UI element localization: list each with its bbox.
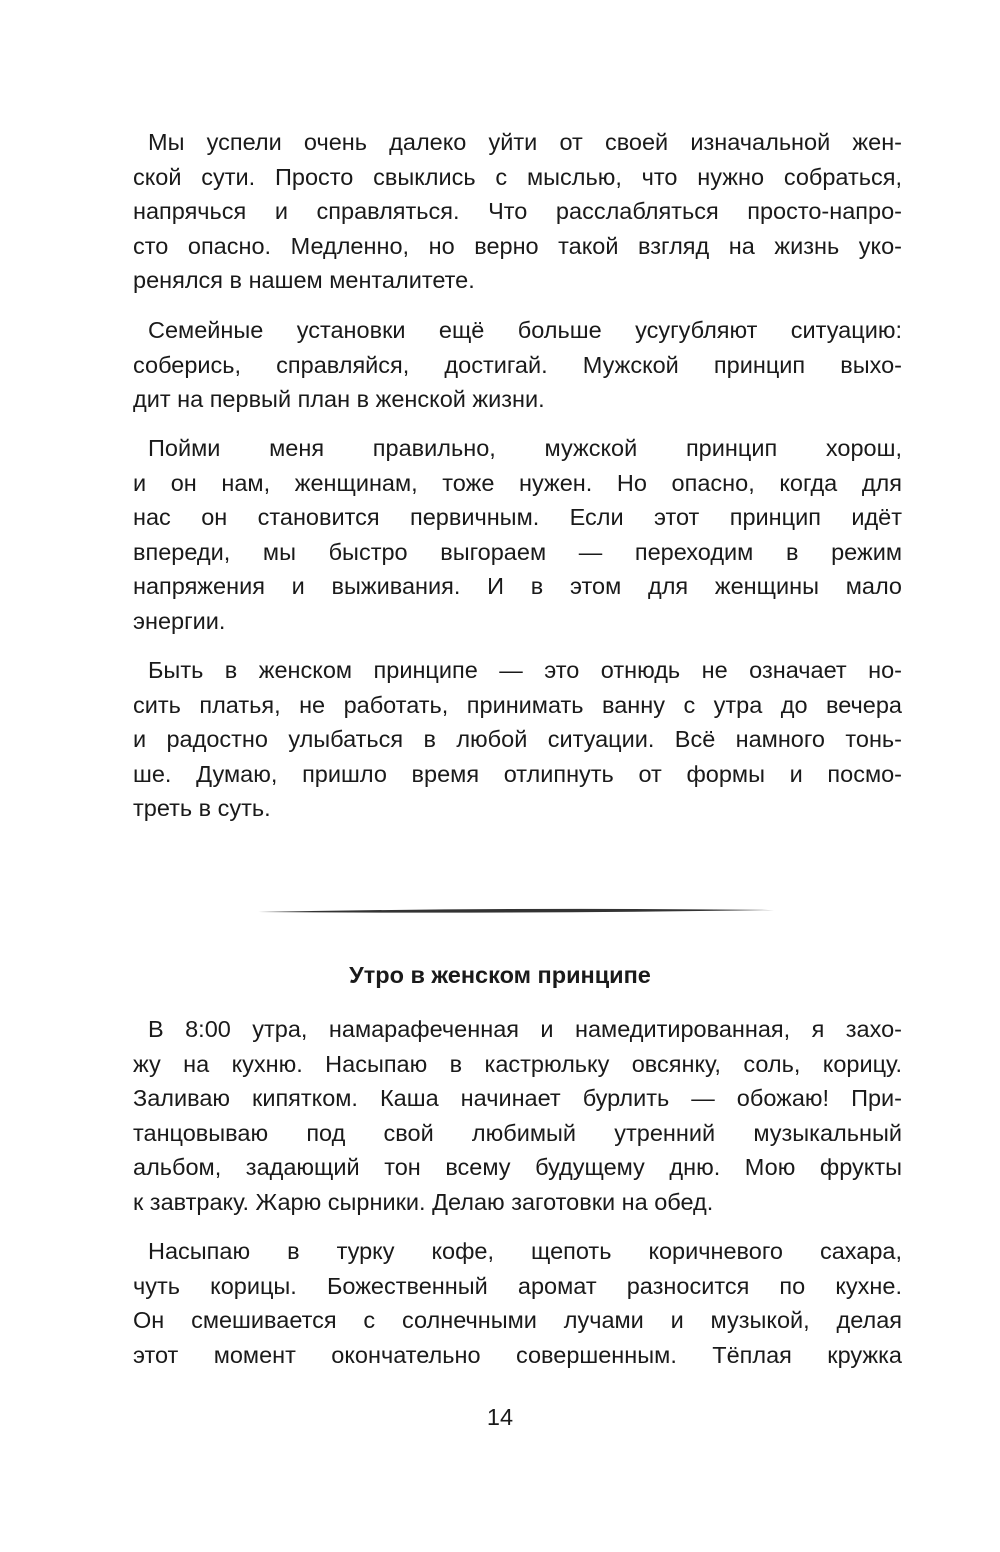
text-line: танцовываю под свой любимый утренний музыкальный (133, 1119, 902, 1146)
text-line: Мы успели очень далеко уйти от своей изначальной жен- (148, 129, 902, 155)
text-line: дит на первый план в женской жизни. (133, 386, 545, 412)
text-line: сто опасно. Медленно, но верно такой взгляд на жизнь уко- (133, 232, 902, 259)
text-line: Он смешивается с солнечными лучами и музыкой, делая (133, 1307, 902, 1333)
text-line: В 8:00 утра, намарафеченная и намедитированная, я захо- (148, 1016, 902, 1042)
text-line: Заливаю кипятком. Каша начинает бурлить — обожаю! При- (133, 1085, 902, 1111)
text-line: треть в суть. (133, 795, 271, 821)
paragraph (133, 1012, 902, 1219)
paragraph (133, 431, 902, 638)
text-line: ше. Думаю, пришло время отлипнуть от формы и посмо- (133, 760, 902, 787)
text-line: впереди, мы быстро выгораем — переходим в режим (133, 538, 902, 565)
paragraph (133, 125, 902, 298)
text-line: альбом, задающий тон всему будущему дню. Мою фрукты (133, 1154, 902, 1180)
paragraph (133, 653, 902, 826)
text-line: сить платья, не работать, принимать ванну с утра до вечера (133, 691, 902, 718)
text-line: и радостно улыбаться в любой ситуации. Всё намного тонь- (133, 726, 902, 752)
text-line: к завтраку. Жарю сырники. Делаю заготовки на обед. (133, 1188, 714, 1215)
section-heading: Утро в женском принципе (349, 962, 651, 988)
page-number: 14 (486, 1404, 514, 1430)
text-line: Быть в женском принципе — это отнюдь не означает но- (148, 657, 902, 683)
text-line: Насыпаю в турку кофе, щепоть коричневого сахара, (148, 1238, 902, 1264)
text-line: этот момент окончательно совершенным. Тёплая кружка (133, 1341, 902, 1368)
paragraph (133, 313, 902, 417)
text-line: напряжения и выживания. И в этом для женщины мало (133, 573, 902, 599)
text-line: Пойми меня правильно, мужской принцип хорош, (148, 435, 902, 461)
text-line: ской сути. Просто свыклись с мыслью, что нужно собраться, (133, 163, 902, 190)
text-line: жу на кухню. Насыпаю в кастрюльку овсянку, соль, корицу. (133, 1050, 902, 1077)
text-line: напрячься и справляться. Что расслабляться просто-напро- (133, 198, 902, 224)
text-line: энергии. (133, 607, 226, 634)
text-line: соберись, справляйся, достигай. Мужской принцип выхо- (133, 351, 902, 378)
text-line: ренялся в нашем менталитете. (133, 267, 475, 293)
section-divider (258, 906, 774, 916)
text-line: и он нам, женщинам, тоже нужен. Но опасно, когда для (133, 469, 902, 496)
text-line: чуть корицы. Божественный аромат разносится по кухне. (133, 1272, 902, 1299)
text-line: Семейные установки ещё больше усугубляют ситуацию: (148, 317, 902, 343)
paragraph (133, 1234, 902, 1372)
text-line: нас он становится первичным. Если этот принцип идёт (133, 504, 902, 530)
